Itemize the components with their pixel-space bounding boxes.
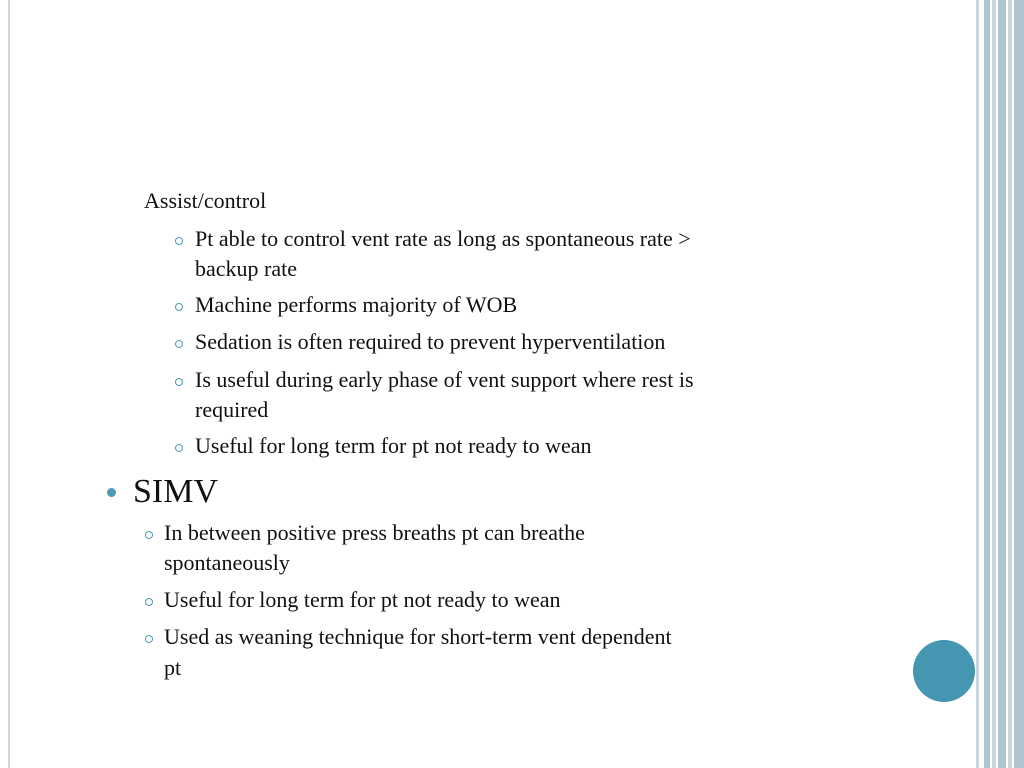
assist-item-line: backup rate [195,256,297,281]
simv-item-line: pt [164,655,182,680]
hollow-circle-bullet-icon [175,378,183,386]
assist-item-line: Machine performs majority of WOB [195,292,518,317]
hollow-circle-bullet-icon [175,303,183,311]
simv-item-line: spontaneously [164,550,290,575]
assist-item-line: required [195,397,269,422]
hollow-circle-bullet-icon [175,340,183,348]
filled-circle-bullet-icon [107,488,116,497]
simv-item-line: Useful for long term for pt not ready to wean [164,587,561,612]
right-stripe [1014,0,1024,768]
right-stripe [992,0,996,768]
hollow-circle-bullet-icon [145,531,153,539]
assist-item-line: Pt able to control vent rate as long as spontaneous rate > [195,226,691,251]
right-stripe [998,0,1006,768]
assist-item-line: Useful for long term for pt not ready to wean [195,433,592,458]
right-stripe [984,0,990,768]
simv-item-line: In between positive press breaths pt can breathe [164,520,585,545]
assist-item-line: Is useful during early phase of vent support where rest is [195,367,694,392]
right-stripe [976,0,979,768]
hollow-circle-bullet-icon [145,598,153,606]
assist-item-line: Sedation is often required to prevent hyperventilation [195,329,666,354]
hollow-circle-bullet-icon [175,237,183,245]
simv-item-line: Used as weaning technique for short-term vent dependent [164,624,672,649]
assist-control-heading: Assist/control [144,188,267,213]
hollow-circle-bullet-icon [175,444,183,452]
decorative-circle [913,640,975,702]
hollow-circle-bullet-icon [145,635,153,643]
right-stripe [1008,0,1012,768]
simv-heading: SIMV [133,473,219,510]
